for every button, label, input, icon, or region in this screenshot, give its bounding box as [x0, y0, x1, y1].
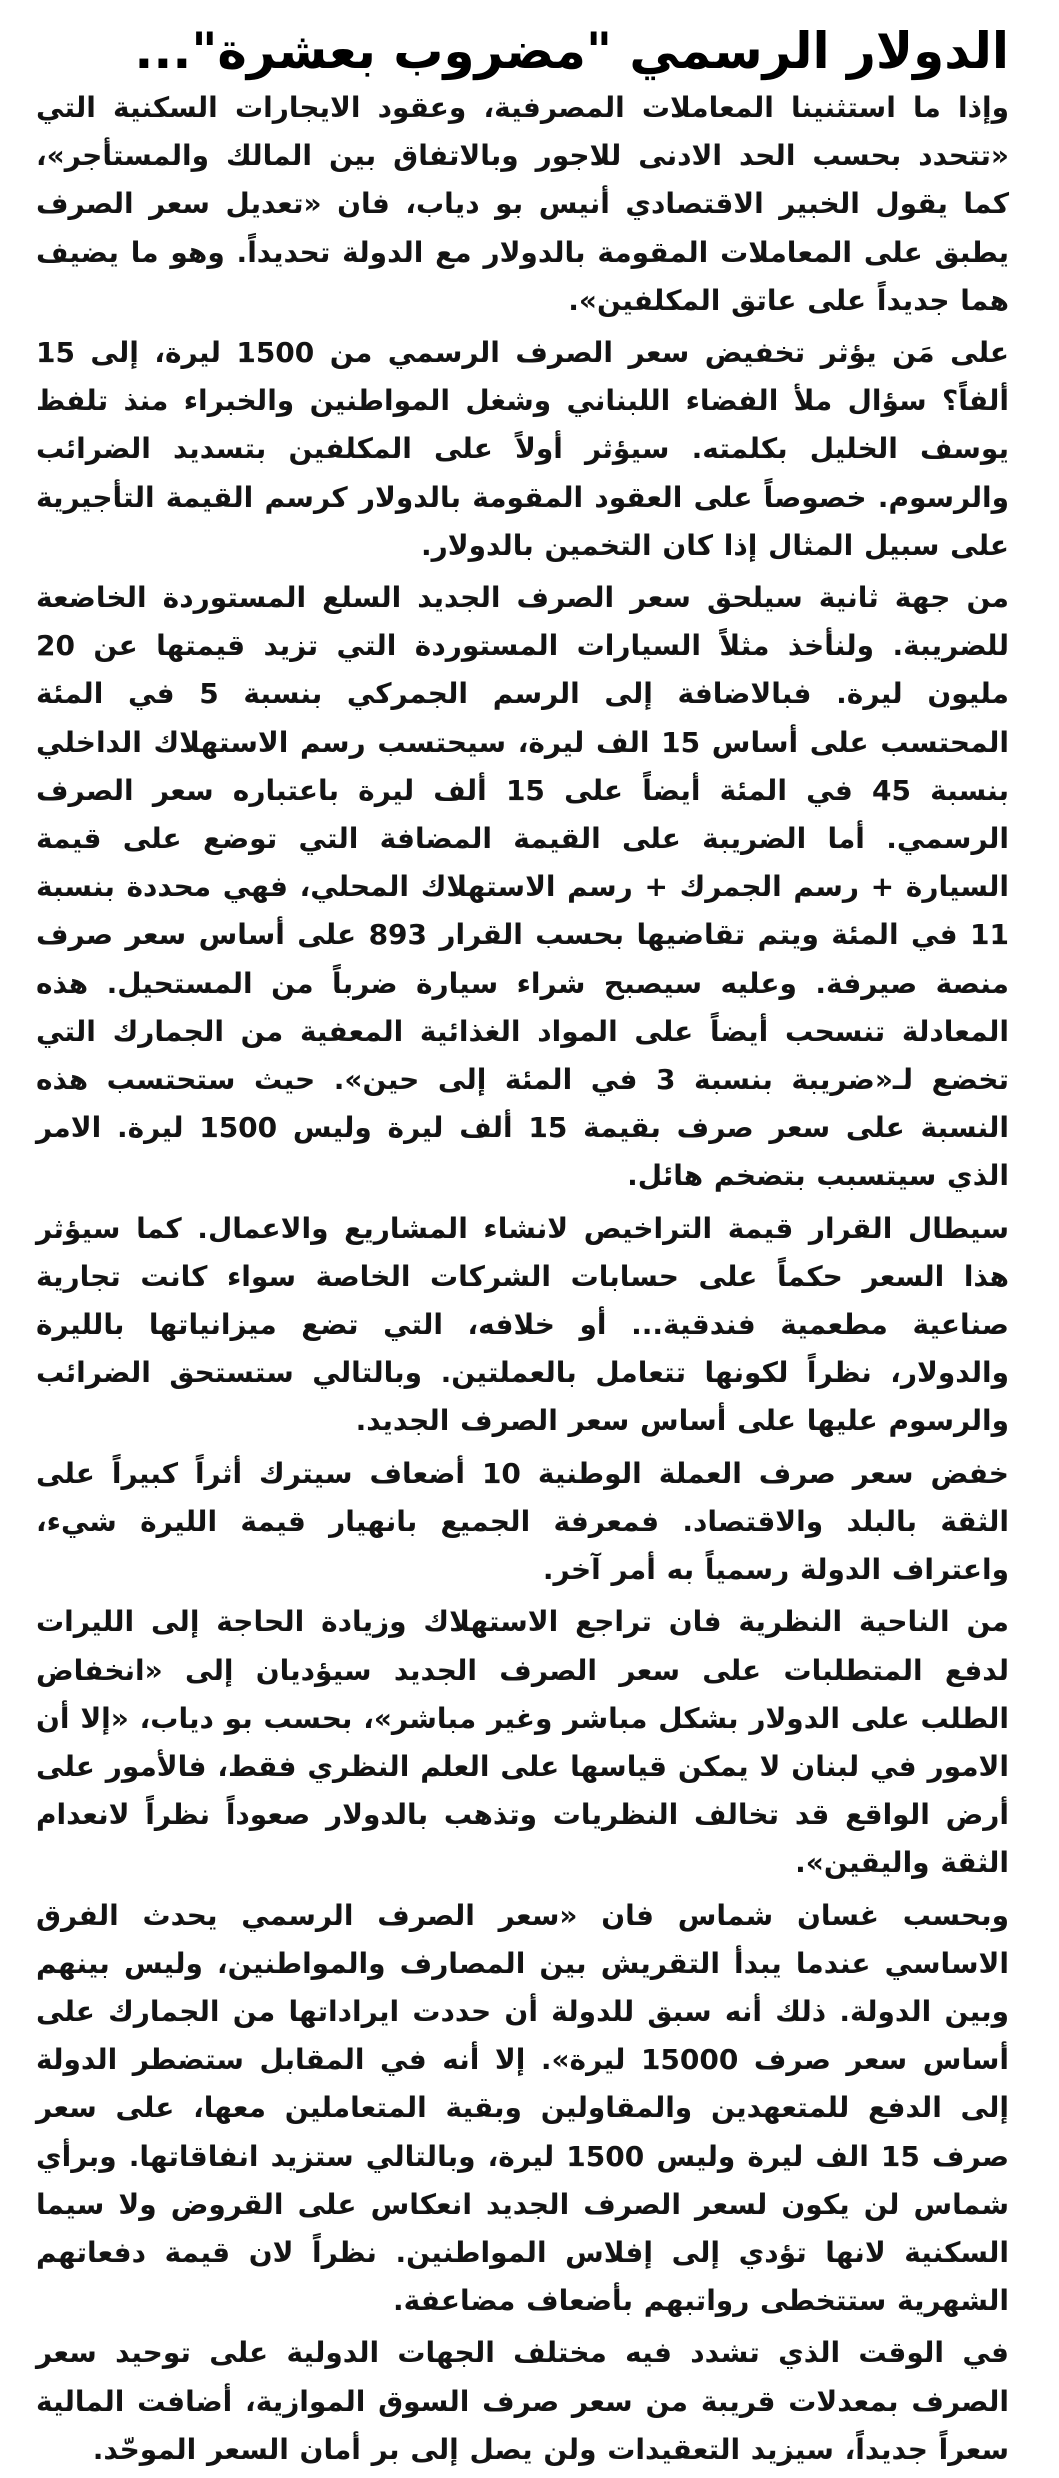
- article-paragraph: وإذا ما استثنينا المعاملات المصرفية، وعقود الايجارات السكنية التي «تتحدد بحسب الحد الادنى للاجور وبالاتفاق بين المالك والمستأجر»، كما يقول الخبير الاقتصادي أنيس بو دياب، فان «تعديل سعر الصرف يطبق على المعاملات المقومة بالدولار مع الدولة تحديداً. وهو ما يضيف هما جديداً على عاتق المكلفين».: [36, 91, 1009, 317]
- article-paragraph: خفض سعر صرف العملة الوطنية 10 أضعاف سيترك أثراً كبيراً على الثقة بالبلد والاقتصاد. فمعرفة الجميع بانهيار قيمة الليرة شيء، واعتراف الدولة رسمياً به أمر آخر.: [36, 1456, 1009, 1587]
- article-paragraph: من الناحية النظرية فان تراجع الاستهلاك وزيادة الحاجة إلى الليرات لدفع المتطلبات على سعر الصرف الجديد سيؤديان إلى «انخفاض الطلب على الدولار بشكل مباشر وغير مباشر»، بحسب بو دياب، «إلا أن الامور في لبنان لا يمكن قياسها على العلم النظري فقط، فالأمور على أرض الواقع قد تخالف النظريات وتذهب بالدولار صعوداً نظراً لانعدام الثقة واليقين».: [36, 1605, 1009, 1880]
- article-paragraph: وبحسب غسان شماس فان «سعر الصرف الرسمي يحدث الفرق الاساسي عندما يبدأ التقريش بين المصارف والمواطنين، وليس بينهم وبين الدولة. ذلك أنه سبق للدولة أن حددت ايراداتها من الجمارك على أساس سعر صرف 15000 ليرة». إلا أنه في المقابل ستضطر الدولة إلى الدفع للمتعهدين والمقاولين وبقية المتعاملين معها، على سعر صرف 15 الف ليرة وليس 1500 ليرة، وبالتالي ستزيد انفاقاتها. وبرأي شماس لن يكون لسعر الصرف الجديد انعكاس على القروض ولا سيما السكنية لانها تؤدي إلى إفلاس المواطنين. نظراً لان قيمة دفعاتهم الشهرية ستتخطى رواتبهم بأضعاف مضاعفة.: [36, 1898, 1010, 2318]
- article-paragraph: سيطال القرار قيمة التراخيص لانشاء المشاريع والاعمال. كما سيؤثر هذا السعر حكماً على حسابات الشركات الخاصة سواء كانت تجارية صناعية مطعمية فندقية... أو خلافه، التي تضع ميزانياتها بالليرة والدولار، نظراً لكونها تتعامل بالعملتين. وبالتالي ستستحق الضرائب والرسوم عليها على أساس سعر الصرف الجديد.: [36, 1211, 1009, 1438]
- article-paragraph: من جهة ثانية سيلحق سعر الصرف الجديد السلع المستوردة الخاضعة للضريبة. ولنأخذ مثلاً السيارات المستوردة التي تزيد قيمتها عن 20 مليون ليرة. فبالاضافة إلى الرسم الجمركي بنسبة 5 في المئة المحتسب على أساس 15 الف ليرة، سيحتسب رسم الاستهلاك الداخلي بنسبة 45 في المئة أيضاً على 15 ألف ليرة باعتباره سعر الصرف الرسمي. أما الضريبة على القيمة المضافة التي توضع على قيمة السيارة + رسم الجمرك + رسم الاستهلاك المحلي، فهي محددة بنسبة 11 في المئة ويتم تقاضيها بحسب القرار 893 على أساس سعر صرف منصة صيرفة. وعليه سيصبح شراء سيارة ضرباً من المستحيل. هذه المعادلة تنسحب أيضاً على المواد الغذائية المعفية من الجمارك التي تخضع لـ«ضريبة بنسبة 3 في المئة إلى حين». حيث ستحتسب هذه النسبة على سعر صرف بقيمة 15 ألف ليرة وليس 1500 ليرة. الامر الذي سيتسبب بتضخم هائل.: [36, 581, 1010, 1193]
- article-paragraph: في الوقت الذي تشدد فيه مختلف الجهات الدولية على توحيد سعر الصرف بمعدلات قريبة من سعر صرف السوق الموازية، أضافت المالية سعراً جديداً، سيزيد التعقيدات ولن يصل إلى بر أمان السعر الموحّد.: [36, 2336, 1009, 2466]
- article-paragraph: على مَن يؤثر تخفيض سعر الصرف الرسمي من 1500 ليرة، إلى 15 ألفاً؟ سؤال ملأ الفضاء اللبناني وشغل المواطنين والخبراء منذ تلفظ يوسف الخليل بكلمته. سيؤثر أولاً على المكلفين بتسديد الضرائب والرسوم. خصوصاً على العقود المقومة بالدولار كرسم القيمة التأجيرية على سبيل المثال إذا كان التخمين بالدولار.: [36, 336, 1009, 562]
- article: [36, 20, 1009, 2478]
- article-headline: الدولار الرسمي "مضروب بعشرة"...: [134, 22, 1009, 80]
